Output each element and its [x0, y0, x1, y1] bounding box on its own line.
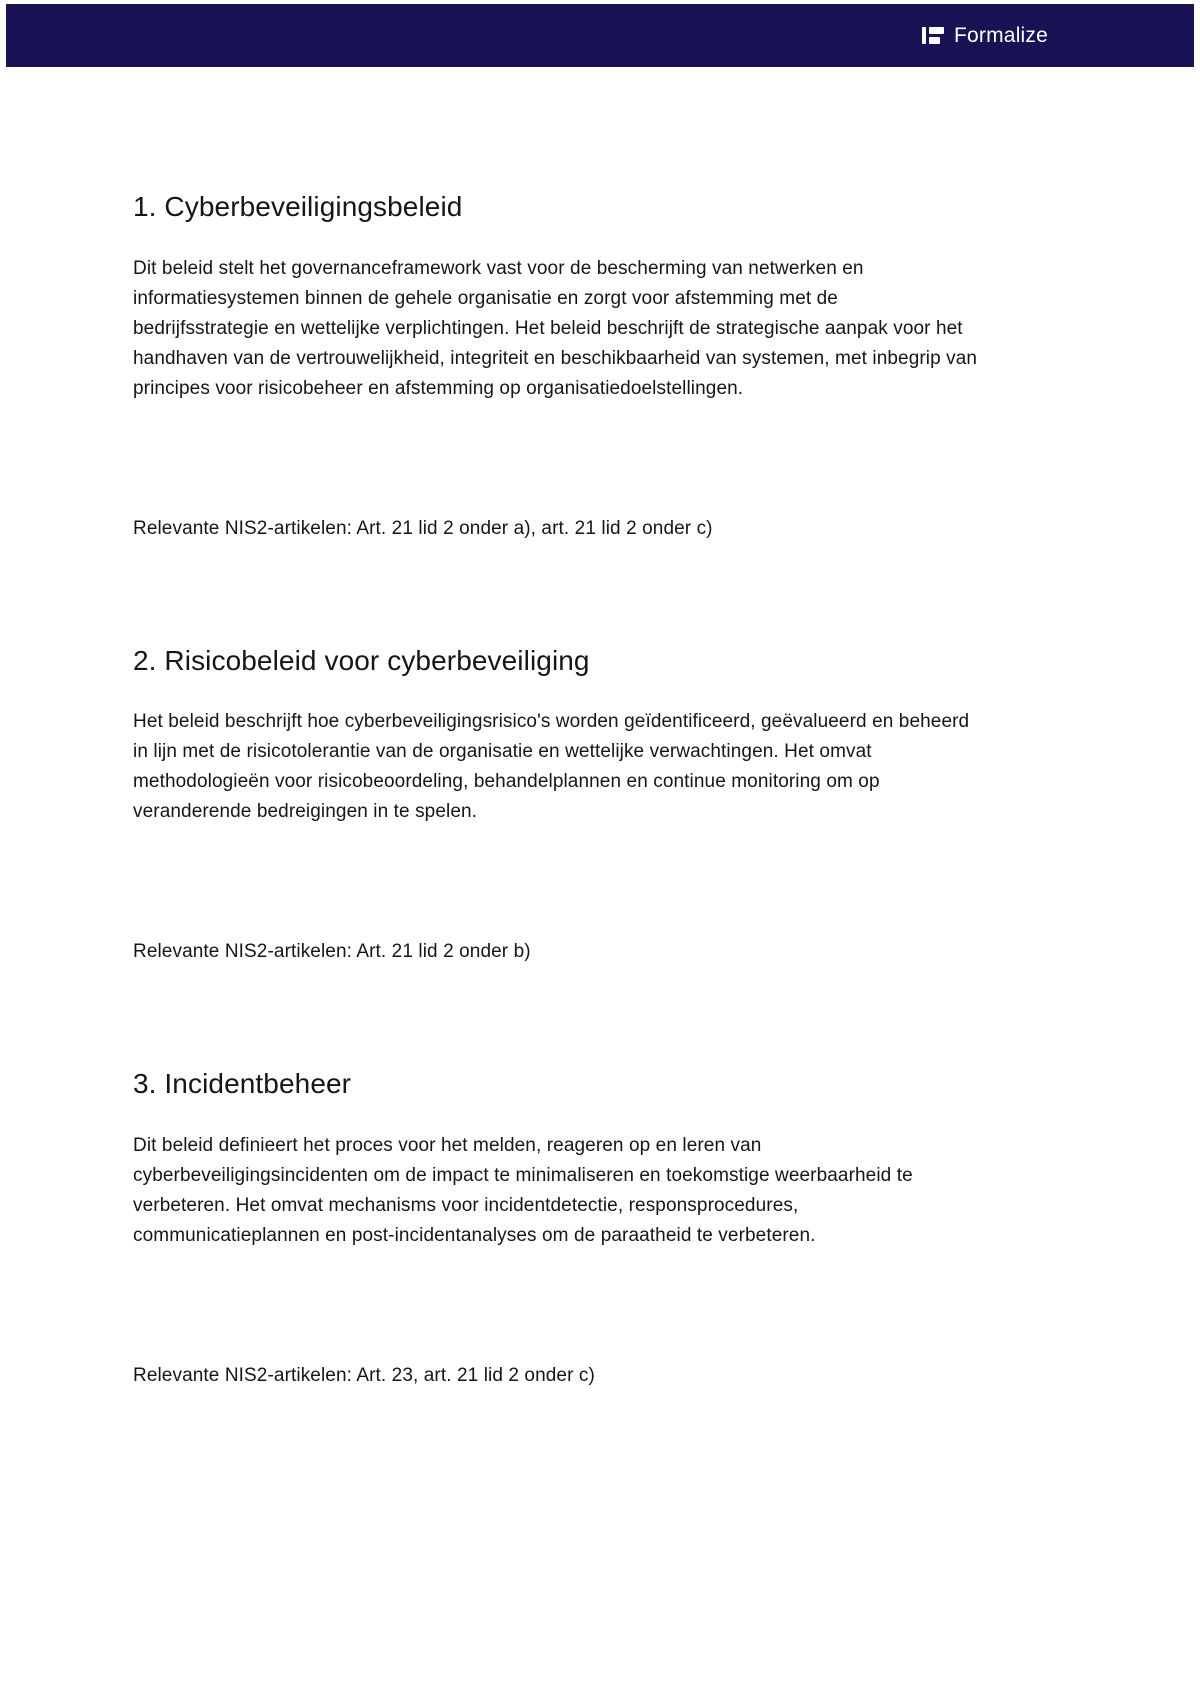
section-heading: 1. Cyberbeveiligingsbeleid — [133, 191, 463, 222]
section-body: Dit beleid stelt het governanceframework vast voor de bescherming van netwerken en informatiesystemen binnen de gehele organisatie en zorgt voor afstemming met de bedrijfsstrategie en wettelijke verplichtingen. Het beleid beschrijft de strategische aanpak voor het handhaven van de vertrouwelijkheid, integriteit en beschikbaarheid van systemen, met inbegrip van principes voor risicobeheer en afstemming op organisatiedoelstellingen. — [133, 257, 978, 399]
section-body: Dit beleid definieert het proces voor het melden, reageren op en leren van cyberbeveiligingsincidenten om de impact te minimaliseren en toekomstige weerbaarheid te verbeteren. Het omvat mechanisms voor incidentdetectie, responsprocedures, communicatieplannen en post-incidentanalyses om de paraatheid te verbeteren. — [133, 1134, 913, 1246]
policy-section-cyberbeveiligingsbeleid — [133, 190, 978, 544]
formalize-logo-icon — [922, 27, 944, 44]
policy-section-risicobeleid — [133, 644, 978, 968]
section-articles: Relevante NIS2-artikelen: Art. 21 lid 2 onder a), art. 21 lid 2 onder c) — [133, 517, 713, 539]
header-bar — [6, 4, 1194, 67]
document-content — [0, 67, 978, 1391]
formalize-logo — [922, 25, 1048, 46]
policy-section-incidentbeheer — [133, 1067, 978, 1391]
section-articles: Relevante NIS2-artikelen: Art. 23, art. 21 lid 2 onder c) — [133, 1364, 595, 1386]
section-body: Het beleid beschrijft hoe cyberbeveiligingsrisico's worden geïdentificeerd, geëvalueerd en beheerd in lijn met de risicotolerantie van de organisatie en wettelijke verwachtingen. Het omvat methodologieën voor risicobeoordeling, behandelplannen en continue monitoring om op veranderende bedreigingen in te spelen. — [133, 711, 970, 823]
brand-name: Formalize — [954, 24, 1048, 47]
section-heading: 3. Incidentbeheer — [133, 1068, 352, 1100]
section-articles: Relevante NIS2-artikelen: Art. 21 lid 2 onder b) — [133, 941, 531, 963]
section-heading: 2. Risicobeleid voor cyberbeveiliging — [133, 644, 590, 676]
